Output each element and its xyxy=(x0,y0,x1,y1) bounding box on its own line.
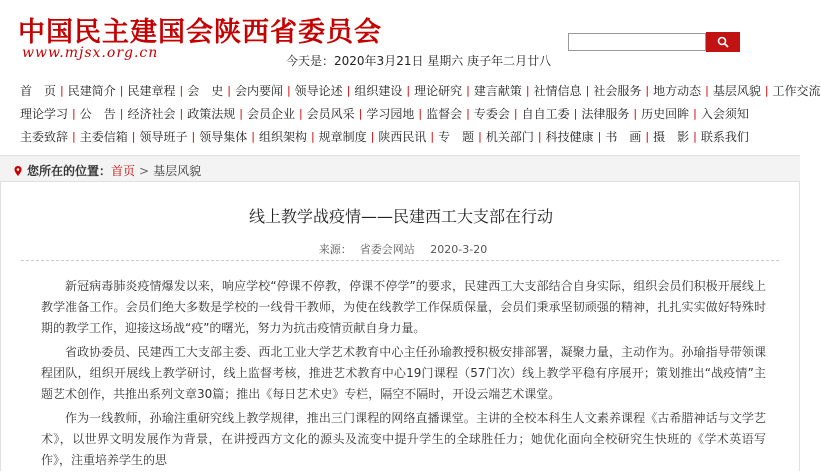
nav-item[interactable]: 民建章程 xyxy=(127,83,176,98)
nav-item[interactable]: 领导集体 xyxy=(199,129,248,144)
nav-item[interactable]: 机关部门 xyxy=(485,129,534,144)
nav-separator: | xyxy=(693,129,697,143)
nav-item[interactable]: 专 题 xyxy=(438,129,475,144)
nav-separator: | xyxy=(764,83,769,97)
nav-item[interactable]: 建言献策 xyxy=(473,83,522,98)
nav-separator: | xyxy=(60,83,64,97)
nav-separator: | xyxy=(466,83,470,97)
nav-item[interactable]: 主委信箱 xyxy=(79,129,128,144)
nav-separator: | xyxy=(119,83,124,97)
nav-item[interactable]: 规章制度 xyxy=(318,129,367,144)
nav-item[interactable]: 联系我们 xyxy=(700,129,749,144)
nav-separator: | xyxy=(525,83,530,97)
nav-item[interactable]: 摄 影 xyxy=(653,129,690,144)
nav-item[interactable]: 会 史 xyxy=(187,83,224,98)
nav-separator: | xyxy=(119,106,124,120)
nav-separator: | xyxy=(406,83,411,97)
nav-separator: | xyxy=(645,129,650,143)
nav-item[interactable]: 学习园地 xyxy=(366,106,415,121)
nav-separator: | xyxy=(633,106,638,120)
article xyxy=(0,182,800,471)
nav-item[interactable]: 民建简介 xyxy=(67,83,116,98)
nav-item[interactable]: 陕西民讯 xyxy=(378,129,427,144)
nav-separator: | xyxy=(310,129,315,143)
nav-separator: | xyxy=(286,83,291,97)
nav-item[interactable]: 工作交流 xyxy=(772,83,821,98)
nav-item[interactable]: 会内要闻 xyxy=(234,83,283,98)
nav-item[interactable]: 会员企业 xyxy=(246,106,295,121)
search-button[interactable] xyxy=(706,32,740,52)
nav-separator: | xyxy=(370,129,375,143)
site-header xyxy=(0,0,800,68)
nav-item[interactable]: 专委会 xyxy=(473,106,510,121)
nav-separator: | xyxy=(298,106,303,120)
nav-separator: | xyxy=(179,106,184,120)
nav-separator: | xyxy=(72,106,76,120)
breadcrumb-label: 您所在的位置： xyxy=(27,164,112,178)
date-value: 2020年3月21日 星期六 庚子年二月廿八 xyxy=(334,54,552,68)
article-divider xyxy=(21,260,779,261)
nav-item[interactable]: 公 告 xyxy=(79,106,116,121)
nav-separator: | xyxy=(466,106,470,120)
source-label: 来源： xyxy=(318,243,352,256)
nav-separator: | xyxy=(251,129,255,143)
nav-item[interactable]: 书 画 xyxy=(605,129,642,144)
site-url: www.mjsx.org.cn xyxy=(22,45,159,61)
nav-row-1 xyxy=(0,80,821,100)
site-title[interactable]: 中国民主建国会陕西省委员会 xyxy=(18,17,382,48)
nav-item[interactable]: 政策法规 xyxy=(187,106,236,121)
nav-separator: | xyxy=(346,83,351,97)
date-label: 今天是： xyxy=(286,54,335,68)
nav-item[interactable]: 社会服务 xyxy=(593,83,642,98)
nav-separator: | xyxy=(573,106,578,120)
nav-separator: | xyxy=(131,129,136,143)
location-pin-icon xyxy=(12,165,24,177)
nav-item[interactable]: 组织建设 xyxy=(354,83,403,98)
nav-item[interactable]: 地方动态 xyxy=(653,83,702,98)
nav-separator: | xyxy=(478,129,482,143)
article-title: 线上教学战疫情——民建西工大支部在行动 xyxy=(248,207,553,226)
nav-item[interactable]: 经济社会 xyxy=(127,106,176,121)
nav-item[interactable]: 领导班子 xyxy=(139,129,188,144)
nav-item[interactable]: 历史回眸 xyxy=(641,106,690,121)
article-body xyxy=(41,276,766,474)
article-paragraph: 省政协委员、民建西工大支部主委、西北工业大学艺术教育中心主任孙瑜教授积极安排部署，凝聚力量，主动作为。孙瑜指导带领课程团队，组织开展线上教学研讨，线上监督考核，推进艺术教育中心19门课程（57门次）线上教学平稳有序展开；策划推出“战疫情”主题艺术创作，共推出系列文章30篇；推出《每日艺术史》专栏，隔空不隔时，开设云端艺术课堂。 xyxy=(41,345,766,401)
nav-separator: | xyxy=(239,106,243,120)
nav-separator: | xyxy=(585,83,590,97)
nav-separator: | xyxy=(227,83,231,97)
nav-item[interactable]: 理论学习 xyxy=(20,106,69,121)
nav-item[interactable]: 基层风貌 xyxy=(712,83,761,98)
date-line xyxy=(286,52,551,69)
nav-item[interactable]: 主委致辞 xyxy=(20,129,69,144)
nav-separator: | xyxy=(693,106,697,120)
nav-item[interactable]: 法律服务 xyxy=(581,106,630,121)
nav-item[interactable]: 理论研究 xyxy=(414,83,463,98)
nav-item[interactable]: 监督会 xyxy=(426,106,463,121)
nav-separator: | xyxy=(179,83,184,97)
nav-separator: | xyxy=(418,106,423,120)
breadcrumb-bar xyxy=(0,155,800,182)
main-nav xyxy=(0,80,821,150)
nav-separator: | xyxy=(358,106,363,120)
nav-item[interactable]: 社情信息 xyxy=(533,83,582,98)
nav-separator: | xyxy=(537,129,542,143)
nav-item[interactable]: 会员风采 xyxy=(306,106,355,121)
breadcrumb-separator: > xyxy=(139,163,150,178)
nav-separator: | xyxy=(191,129,196,143)
nav-item[interactable]: 自自工委 xyxy=(521,106,570,121)
nav-separator: | xyxy=(645,83,650,97)
nav-separator: | xyxy=(513,106,518,120)
breadcrumb xyxy=(12,162,201,179)
breadcrumb-home-link[interactable]: 首页 xyxy=(111,164,136,178)
nav-item[interactable]: 科技健康 xyxy=(545,129,594,144)
nav-item[interactable]: 入会须知 xyxy=(700,106,749,121)
nav-separator: | xyxy=(705,83,709,97)
search-icon xyxy=(717,36,729,48)
article-meta xyxy=(1,241,801,257)
nav-item[interactable]: 领导论述 xyxy=(294,83,343,98)
nav-separator: | xyxy=(430,129,435,143)
article-source: 省委会网站 xyxy=(359,243,415,256)
article-date: 2020-3-20 xyxy=(430,243,488,256)
nav-separator: | xyxy=(72,129,76,143)
nav-row-2 xyxy=(0,103,800,123)
nav-item[interactable]: 首 页 xyxy=(20,83,57,98)
article-paragraph: 新冠病毒肺炎疫情爆发以来，响应学校“停课不停教，停课不停学”的要求，民建西工大支部结合自身实际，组织会员们积极开展线上教学准备工作。会员们绝大多数是学校的一线骨干教师，为使在线教学工作保质保量，会员们秉承坚韧顽强的精神，扎扎实实做好特殊时期的教学工作，迎接这场战“疫”的曙光，努力为抗击疫情贡献自身力量。 xyxy=(41,279,766,335)
breadcrumb-current[interactable]: 基层风貌 xyxy=(153,164,202,178)
nav-row-3 xyxy=(0,126,800,146)
nav-separator: | xyxy=(597,129,602,143)
nav-item[interactable]: 组织架构 xyxy=(258,129,307,144)
search-input[interactable] xyxy=(568,33,706,51)
article-paragraph: 作为一线教师，孙瑜注重研究线上教学规律，推出三门课程的网络直播课堂。主讲的全校本科生人文素养课程《古希腊神话与文学艺术》，以世界文明发展作为背景，在讲授西方文化的源头及流变中提升学生的全球胜任力；她优化面向全校研究生快班的《学术英语写作》，注重培养学生的思 xyxy=(41,411,766,467)
